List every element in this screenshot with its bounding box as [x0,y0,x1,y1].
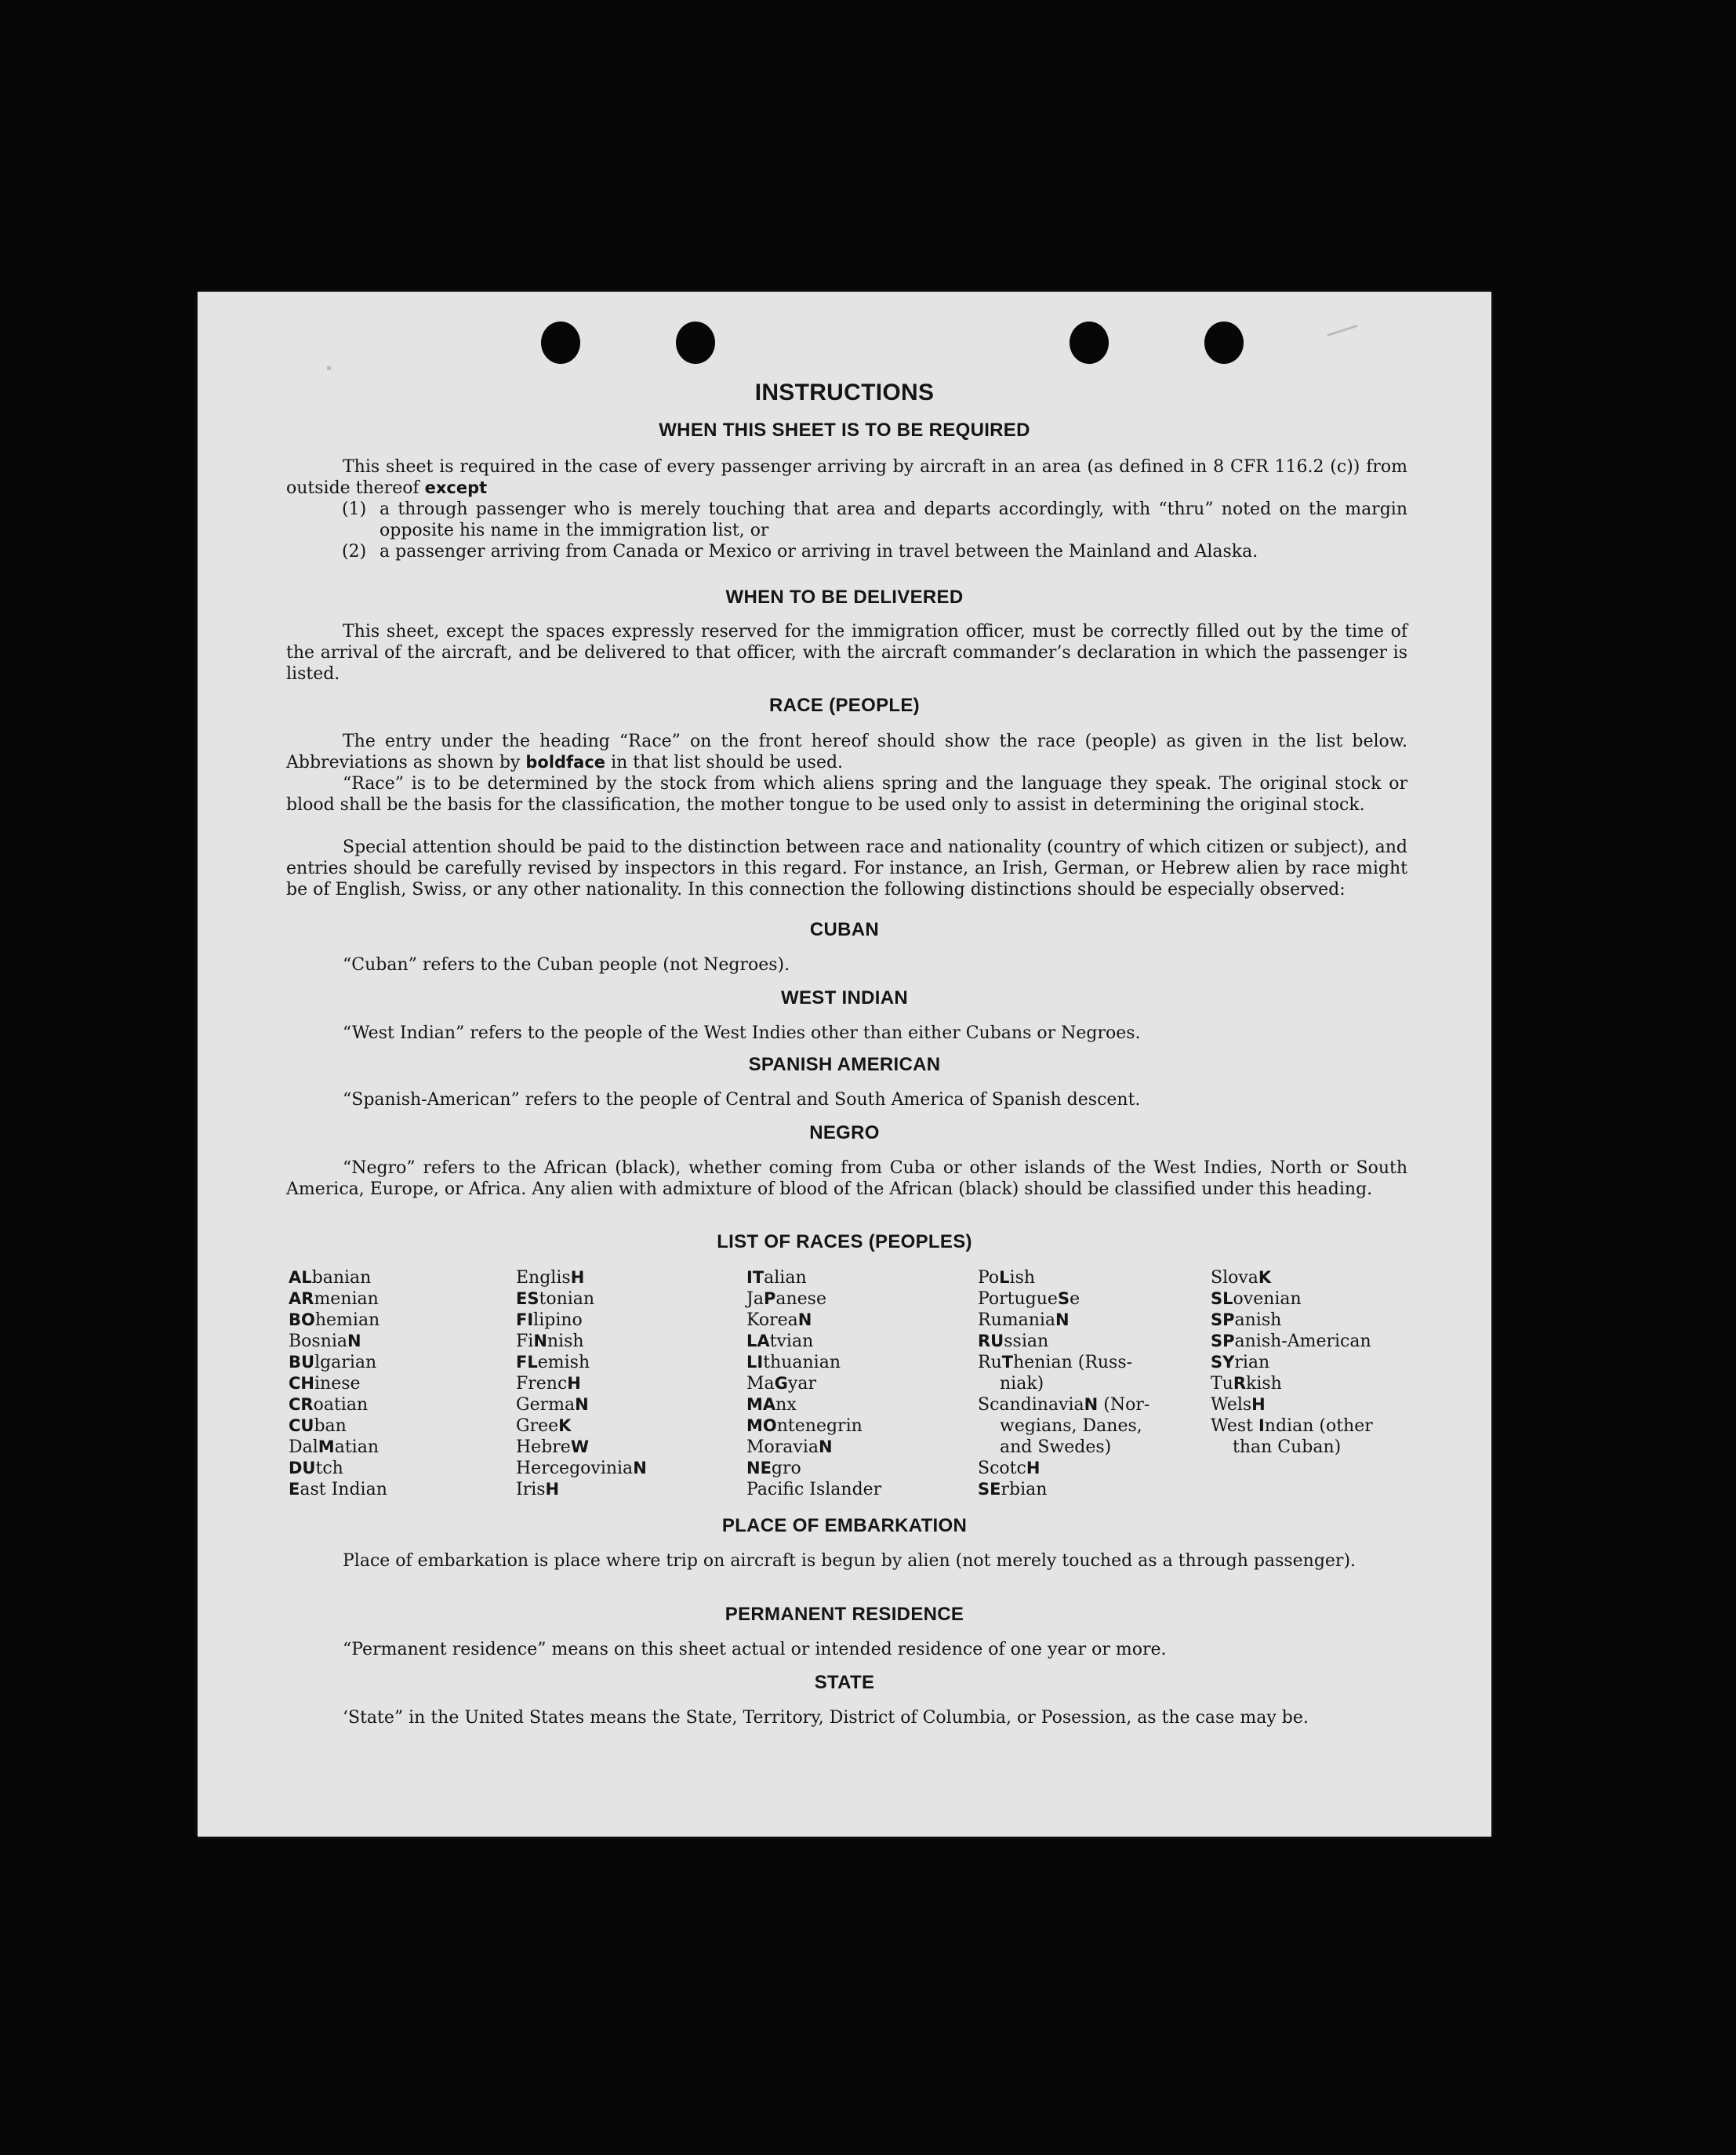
race-name-part: Scotc [978,1459,1026,1478]
races-column-4 [978,1267,1205,1500]
race-name-part: atian [334,1437,379,1457]
embarkation-text [286,1550,1407,1572]
section-heading-embarkation: PLACE OF EMBARKATION [721,1515,968,1536]
race-name-part: Englis [516,1268,571,1288]
race-entry [289,1394,516,1415]
race-name-part: rbian [1001,1480,1048,1499]
race-abbreviation: N [633,1459,647,1477]
race-name-part: Portugue [978,1289,1058,1309]
race-entry [746,1458,974,1479]
section-heading-required: WHEN THIS SHEET IS TO BE REQUIRED [659,420,1030,441]
race-entry [516,1458,743,1479]
race-abbreviation: N [819,1437,833,1456]
race-entry [978,1479,1205,1500]
cuban-text [286,954,1407,976]
race-abbreviation: N [797,1310,812,1329]
negro-text [286,1157,1407,1200]
race-name-part: ovenian [1233,1289,1302,1309]
west-indian-text-body: “West Indian” refers to the people of the West Indies other than either Cubans or Negroes. [343,1023,1141,1043]
race-name-part: rian [1234,1353,1270,1372]
section-heading-west-indian: WEST INDIAN [781,987,908,1008]
race-entry [516,1394,743,1415]
race-entry [289,1437,516,1458]
races-column-3 [746,1267,974,1500]
race-name-part: Dal [289,1437,318,1457]
races-column-5 [1211,1267,1438,1458]
race-entry [289,1267,516,1288]
race-name-continuation: and Swedes) [1000,1437,1112,1457]
race-name-part: Slova [1211,1268,1258,1288]
race-abbreviation: K [1258,1268,1272,1287]
paper-speck [1327,325,1358,336]
race-abbreviation: H [1026,1459,1041,1477]
race-name-part: Pacific Islander [746,1480,882,1499]
section-heading-list-of-races: LIST OF RACES (PEOPLES) [717,1231,972,1252]
race-entry [746,1310,974,1331]
race-name-part: yar [787,1374,816,1394]
race-abbreviation: CR [289,1395,314,1414]
race-abbreviation: RU [978,1332,1004,1350]
race-name-part: Iris [516,1480,546,1499]
race-p1-boldface: boldface [525,753,606,772]
race-entry [289,1458,516,1479]
race-abbreviation: W [570,1437,589,1456]
state-text-body: ‘State” in the United States means the State, Territory, District of Columbia, or Posession, as the case may be. [343,1708,1309,1728]
race-name-part: Wels [1211,1395,1252,1415]
race-name-part: Ja [746,1289,764,1309]
race-abbreviation: ES [516,1289,539,1308]
race-abbreviation: SP [1211,1332,1235,1350]
race-abbreviation: SL [1211,1289,1233,1308]
instruction-sheet [198,292,1491,1837]
race-name-part: emish [537,1353,590,1372]
race-entry [516,1415,743,1437]
race-name-part: gro [771,1459,801,1478]
race-entry [978,1352,1205,1394]
race-abbreviation: DU [289,1459,316,1477]
race-name-part: ntenegrin [776,1416,863,1436]
race-abbreviation: LA [746,1332,770,1350]
race-entry [746,1415,974,1437]
race-name-part: Po [978,1268,1000,1288]
race-name-continuation: than Cuban) [1233,1437,1342,1457]
race-name-part: henian (Russ- [1013,1353,1133,1372]
race-entry [978,1267,1205,1288]
race-p2-text: “Race” is to be determined by the stock from which aliens spring and the language they speak. The original stock or blood shall be the basis for the classification, the mother tongue to be used only to assist in determining the original stock. [286,774,1407,815]
race-abbreviation: M [318,1437,335,1456]
race-name-part: kish [1246,1374,1282,1394]
race-abbreviation: AL [289,1268,312,1287]
delivered-text [286,621,1407,685]
punch-hole [676,322,715,364]
residence-text [286,1639,1407,1660]
race-abbreviation: FI [516,1310,534,1329]
race-name-part: Frenc [516,1374,568,1394]
punch-hole [541,322,580,364]
delivered-text-body: This sheet, except the spaces expressly reserved for the immigration officer, must be correctly filled out by the time of the arrival of the aircraft, and be delivered to that officer, with the aircraft commander’s declaration in which the passenger is listed. [286,622,1407,684]
section-heading-spanish-american: SPANISH AMERICAN [748,1054,941,1075]
race-abbreviation: T [1001,1353,1014,1372]
race-entry [746,1373,974,1394]
item-number: (1) [342,500,367,519]
section-heading-delivered: WHEN TO BE DELIVERED [725,587,964,608]
race-name-part: Tu [1211,1374,1233,1394]
race-name-part: Scandinavia [978,1395,1084,1415]
race-entry [978,1394,1205,1458]
race-abbreviation: MA [746,1395,776,1414]
race-p3-text: Special attention should be paid to the distinction between race and nationality (country of which citizen or subject), and entries should be carefully revised by inspectors in this regard. For instance, an Irish, German, or Hebrew alien by race might be of English, Swiss, or any other nationality. In this connection the following distinctions should be especially observed: [286,838,1407,899]
race-name-part: anish-American [1234,1332,1371,1351]
race-name-part: West [1211,1416,1258,1436]
race-abbreviation: LI [746,1353,764,1372]
race-name-part: lgarian [314,1353,377,1372]
required-item-1 [342,499,1407,541]
race-abbreviation: G [774,1374,788,1393]
race-name-part: alian [764,1268,807,1288]
required-intro [286,456,1407,499]
race-abbreviation: BO [289,1310,315,1329]
race-abbreviation: K [558,1416,572,1435]
state-text [286,1707,1407,1728]
race-abbreviation: SY [1211,1353,1235,1372]
section-heading-cuban: CUBAN [809,919,880,940]
race-entry [516,1310,743,1331]
race-name-part: nish [547,1332,584,1351]
race-abbreviation: AR [289,1289,314,1308]
race-entry [1211,1415,1438,1458]
race-name-part: tvian [769,1332,814,1351]
race-entry [978,1310,1205,1331]
race-name-part: ndian (other [1264,1416,1373,1436]
race-abbreviation: N [533,1332,547,1350]
race-entry [746,1331,974,1352]
race-name-part: Ru [978,1353,1002,1372]
race-name-part: lipino [533,1310,583,1330]
race-p1-before: The entry under the heading “Race” on the front hereof should show the race (people) as given in the list below. Abbreviations as shown by [286,732,1407,772]
spanish-american-text-body: “Spanish-American” refers to the people of Central and South America of Spanish descent. [343,1090,1141,1110]
race-entry [1211,1373,1438,1394]
race-name-part: menian [314,1289,379,1309]
race-name-part: oatian [313,1395,369,1415]
race-name-part: anese [775,1289,826,1309]
race-name-part: Hercegovinia [516,1459,634,1478]
race-name-continuation: niak) [1000,1374,1044,1394]
race-name-part: Ma [746,1374,775,1394]
race-abbreviation: IT [746,1268,764,1287]
race-abbreviation: NE [746,1459,772,1477]
required-intro-text: This sheet is required in the case of every passenger arriving by aircraft in an area (as defined in 8 CFR 116.2 (c)) from outside thereof [286,457,1407,498]
paper-speck [327,366,331,370]
race-entry [1211,1394,1438,1415]
race-name-part: nx [775,1395,797,1415]
race-paragraph-2 [286,773,1407,816]
item-number: (2) [342,542,367,561]
race-entry [516,1479,743,1500]
race-entry [289,1288,516,1310]
cuban-text-body: “Cuban” refers to the Cuban people (not Negroes). [343,955,790,975]
race-name-part: inese [314,1374,361,1394]
required-intro-except: except [424,478,488,497]
negro-text-body: “Negro” refers to the African (black), whether coming from Cuba or other islands of the West Indies, North or South America, Europe, or Africa. Any alien with admixture of blood of the African (black) should be classified under this heading. [286,1158,1407,1199]
race-entry [289,1479,516,1500]
race-name-part: ast Indian [300,1480,387,1499]
section-heading-residence: PERMANENT RESIDENCE [725,1604,964,1625]
race-entry [1211,1310,1438,1331]
race-entry [978,1458,1205,1479]
race-name-part: Korea [746,1310,798,1330]
section-heading-state: STATE [814,1672,875,1693]
race-entry [746,1437,974,1458]
race-name-part: hemian [314,1310,380,1330]
race-abbreviation: N [1084,1395,1099,1414]
race-abbreviation: H [545,1480,560,1499]
race-paragraph-3 [286,837,1407,900]
section-heading-negro: NEGRO [809,1122,880,1143]
race-name-part: Bosnia [289,1332,348,1351]
race-abbreviation: N [1055,1310,1070,1329]
race-name-part: e [1070,1289,1080,1309]
race-entry [516,1267,743,1288]
race-name-part: Gree [516,1416,559,1436]
race-name-part: banian [311,1268,372,1288]
race-name-part: ssian [1004,1332,1049,1351]
race-abbreviation: R [1233,1374,1247,1393]
race-entry [289,1415,516,1437]
race-entry [746,1479,974,1500]
race-entry [1211,1267,1438,1288]
race-abbreviation: N [347,1332,361,1350]
punch-hole [1070,322,1109,364]
race-entry [289,1373,516,1394]
race-abbreviation: SE [978,1480,1001,1499]
race-entry [516,1288,743,1310]
race-name-part: ban [314,1416,347,1436]
race-abbreviation: H [1251,1395,1266,1414]
race-name-part: thuanian [763,1353,841,1372]
races-column-2 [516,1267,743,1500]
race-abbreviation: P [763,1289,776,1308]
race-p1-after: in that list should be used. [611,753,844,772]
races-column-1 [289,1267,516,1500]
document-title: INSTRUCTIONS [754,380,935,405]
race-entry [289,1310,516,1331]
race-abbreviation: CH [289,1374,314,1393]
race-name-part: Hebre [516,1437,571,1457]
race-abbreviation: I [1258,1416,1265,1435]
race-entry [516,1352,743,1373]
west-indian-text [286,1023,1407,1044]
item-text: a through passenger who is merely touching that area and departs accordingly, with “thru” noted on the margin opposite his name in the immigration list, or [380,500,1407,540]
race-entry [516,1437,743,1458]
race-abbreviation: BU [289,1353,315,1372]
race-abbreviation: MO [746,1416,777,1435]
race-entry [746,1352,974,1373]
residence-text-body: “Permanent residence” means on this sheet actual or intended residence of one year or more. [343,1640,1167,1659]
race-abbreviation: FL [516,1353,538,1372]
race-name-part: anish [1234,1310,1282,1330]
race-name-part: ish [1009,1268,1036,1288]
race-name-part: Rumania [978,1310,1056,1330]
race-abbreviation: E [289,1480,300,1499]
item-text: a passenger arriving from Canada or Mexico or arriving in travel between the Mainland and Alaska. [380,542,1258,561]
section-heading-race: RACE (PEOPLE) [769,695,920,716]
race-entry [978,1288,1205,1310]
race-paragraph-1 [286,731,1407,773]
race-entry [516,1373,743,1394]
race-abbreviation: S [1057,1289,1070,1308]
race-entry [1211,1331,1438,1352]
required-item-2 [342,541,1407,562]
race-entry [1211,1288,1438,1310]
race-entry [746,1288,974,1310]
race-abbreviation: H [567,1374,581,1393]
race-name-part: Germa [516,1395,576,1415]
race-abbreviation: N [575,1395,589,1414]
race-entry [978,1331,1205,1352]
race-name-continuation: wegians, Danes, [1000,1416,1142,1436]
race-name-part: (Nor- [1098,1395,1150,1415]
race-abbreviation: CU [289,1416,314,1435]
race-name-part: tonian [539,1289,595,1309]
spanish-american-text [286,1089,1407,1110]
race-entry [516,1331,743,1352]
race-entry [1211,1352,1438,1373]
embarkation-text-body: Place of embarkation is place where trip on aircraft is begun by alien (not merely touched as a through passenger). [343,1551,1356,1571]
race-entry [746,1267,974,1288]
punch-hole [1204,322,1244,364]
race-name-part: Moravia [746,1437,819,1457]
race-name-part: Fi [516,1332,534,1351]
race-entry [289,1352,516,1373]
race-entry [289,1331,516,1352]
race-abbreviation: SP [1211,1310,1235,1329]
race-abbreviation: L [999,1268,1010,1287]
race-entry [746,1394,974,1415]
race-name-part: tch [315,1459,343,1478]
race-abbreviation: H [570,1268,585,1287]
